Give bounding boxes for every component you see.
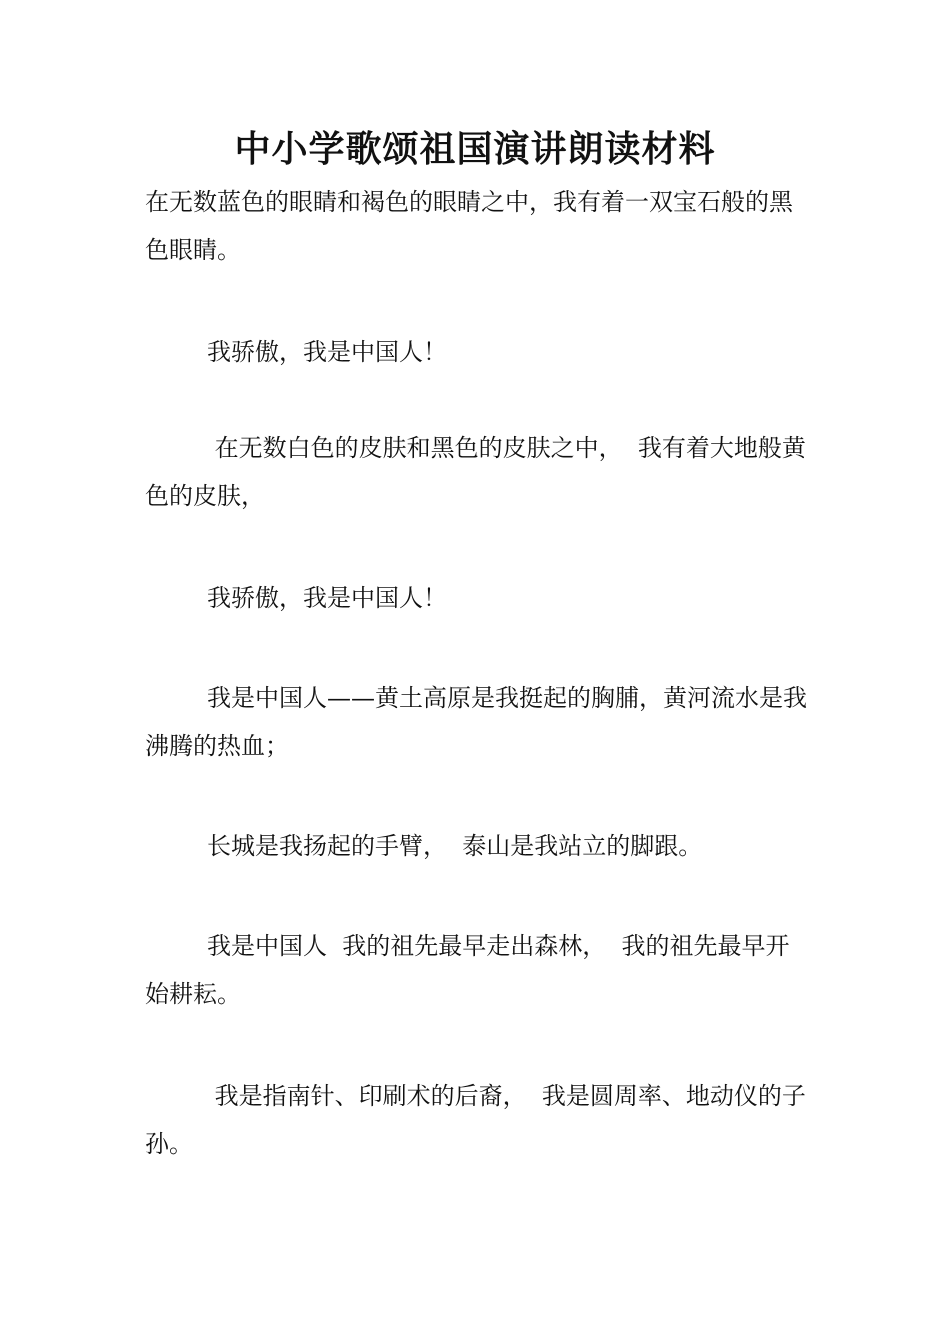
paragraph-1: 在无数蓝色的眼睛和褐色的眼睛之中，我有着一双宝石般的黑色眼睛。 — [145, 188, 793, 264]
paragraph-8: 我是指南针、印刷术的后裔， 我是圆周率、地动仪的子孙。 — [145, 1082, 806, 1158]
paragraph-2: 我骄傲，我是中国人！ — [207, 338, 447, 366]
paragraph-6: 长城是我扬起的手臂， 泰山是我站立的脚跟。 — [207, 832, 703, 860]
paragraph-5: 我是中国人——黄土高原是我挺起的胸脯，黄河流水是我沸腾的热血； — [145, 684, 807, 760]
paragraph-7: 我是中国人 我的祖先最早走出森林， 我的祖先最早开始耕耘。 — [145, 932, 790, 1008]
paragraph-3: 在无数白色的皮肤和黑色的皮肤之中， 我有着大地般黄色的皮肤， — [145, 434, 806, 510]
document-title: 中小学歌颂祖国演讲朗读材料 — [234, 129, 716, 170]
paragraph-4: 我骄傲，我是中国人！ — [207, 584, 447, 612]
